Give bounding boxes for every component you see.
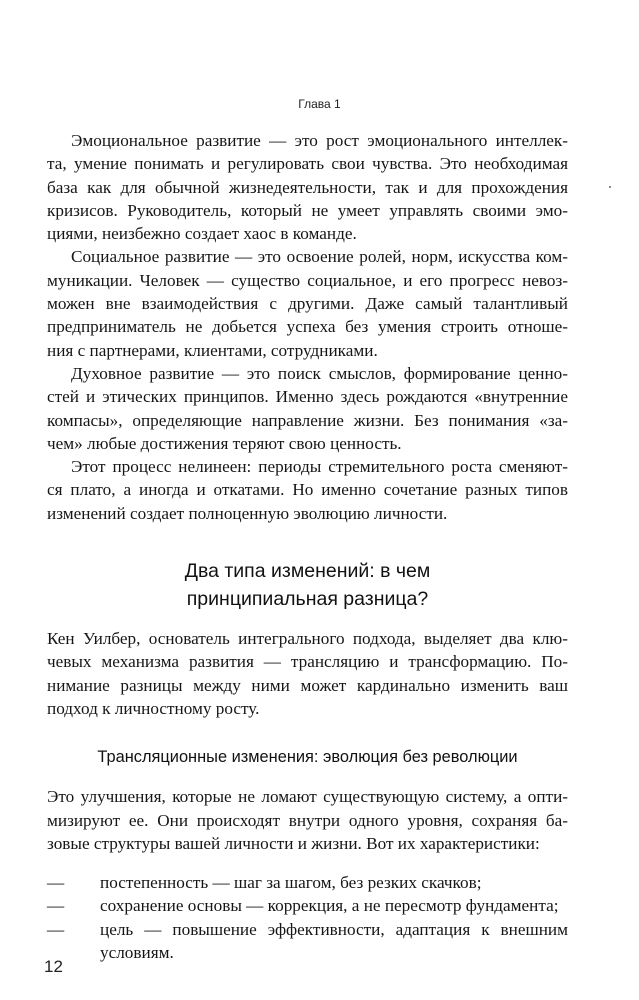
text-line: ся плато, а иногда и откатами. Но именно сочетание разных типов	[47, 480, 568, 500]
text-line: муникации. Человек — существо социальное, и его прогресс невоз-	[47, 270, 568, 290]
list-item	[47, 871, 568, 894]
text-line: Эмоциональное развитие — это рост эмоционального интеллек-	[71, 131, 568, 150]
text-line: мизируют ее. Они происходят внутри одного уровня, сохраняя ба-	[47, 810, 568, 830]
paragraph-spiritual	[47, 362, 568, 455]
text-line: нимание разницы между ними может кардинально изменить ваш	[47, 675, 568, 695]
text-line: условиям.	[100, 943, 174, 963]
section-heading-line: принципиальная разница?	[186, 588, 429, 611]
section-heading-line: Два типа изменений: в чем	[184, 560, 431, 583]
text-line: можен вне взаимодействия с другими. Даже самый талантливый	[47, 294, 568, 314]
text-line: предприниматель не добьется успеха без умения строить отноше-	[47, 317, 568, 337]
text-line: та, умение понимать и регулировать свои чувства. Это необходимая	[47, 154, 568, 174]
paragraph-wilber	[47, 627, 568, 720]
dash-marker: —	[47, 919, 65, 939]
list-item	[47, 894, 568, 917]
text-line: постепенность — шаг за шагом, без резких скачков;	[100, 873, 482, 893]
page-number: 12	[44, 957, 63, 976]
page-body	[47, 129, 568, 964]
text-line: Это улучшения, которые не ломают существующую систему, а опти-	[47, 787, 568, 807]
text-line: цель — повышение эффективности, адаптация к внешним	[100, 919, 568, 939]
paragraph-translational	[47, 785, 568, 855]
text-line: подход к личностному росту.	[47, 698, 260, 718]
text-line: изменений создает полноценную эволюцию личности.	[47, 503, 448, 523]
text-line: ния с партнерами, клиентами, сотрудниками.	[47, 340, 378, 360]
text-line: база как для обычной жизнедеятельности, так и для прохождения	[47, 177, 568, 197]
list-item	[47, 918, 568, 965]
text-line: циями, неизбежно создает хаос в команде.	[47, 224, 357, 244]
characteristics-list	[47, 871, 568, 964]
text-line: компасы», определяющие направление жизни. Без понимания «за-	[47, 410, 568, 430]
text-line: Социальное развитие — это освоение ролей, норм, искусства ком-	[71, 247, 568, 267]
text-line: кризисов. Руководитель, который не умеет управлять своими эмо-	[47, 200, 568, 220]
section-heading	[47, 557, 568, 613]
paragraph-social	[47, 245, 568, 361]
text-line: сохранение основы — коррекция, а не пересмотр фундамента;	[100, 896, 559, 916]
text-line: Этот процесс нелинеен: периоды стремительного роста сменяют-	[71, 457, 568, 477]
paragraph-emotional	[47, 129, 568, 245]
text-line: Кен Уилбер, основатель интегрального подхода, выделяет два клю-	[47, 629, 568, 649]
text-line: чевых механизма развития — трансляцию и трансформацию. По-	[47, 652, 568, 672]
dash-marker: —	[47, 896, 65, 916]
dash-marker: —	[47, 873, 65, 893]
text-line: чем» любые достижения теряют свою ценность.	[47, 433, 402, 453]
text-line: стей и этических принципов. Именно здесь рождаются «внутренние	[47, 387, 568, 407]
paragraph-nonlinear	[47, 455, 568, 525]
subsection-heading: Трансляционные изменения: эволюция без революции	[97, 748, 518, 767]
text-line: зовые структуры вашей личности и жизни. Вот их характеристики:	[47, 833, 540, 853]
running-head: Глава 1	[298, 97, 341, 111]
text-line: Духовное развитие — это поиск смыслов, формирование ценно-	[71, 363, 568, 383]
stray-mark	[609, 186, 611, 188]
